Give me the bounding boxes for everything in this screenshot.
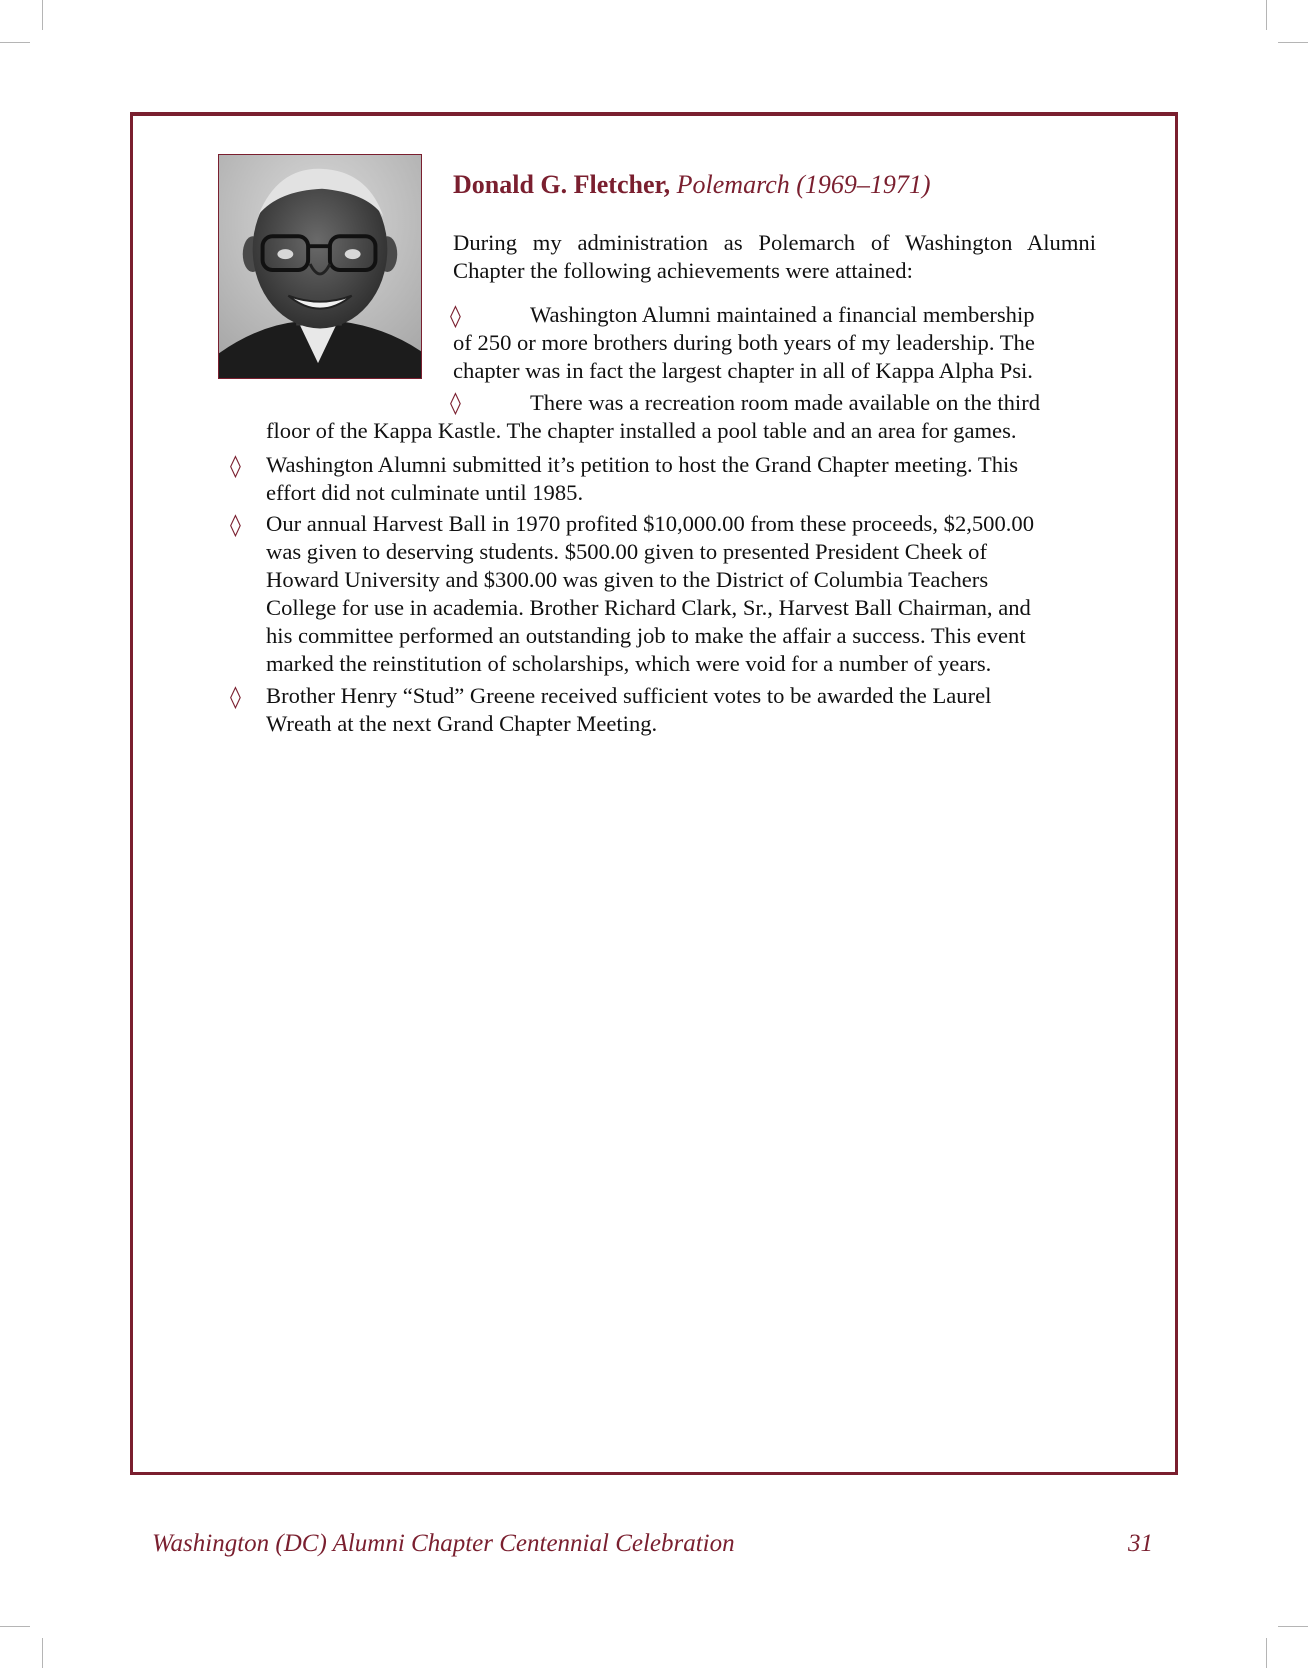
list-item-line: effort did not culminate until 1985. [266, 480, 584, 505]
page-number: 31 [1128, 1530, 1153, 1557]
list-item-line: his committee performed an outstanding job to make the affair a success. This event [266, 623, 1026, 648]
bullet-diamond-icon: ◊ [450, 391, 461, 416]
crop-mark [1278, 42, 1308, 43]
list-item-line: chapter was in fact the largest chapter in all of Kappa Alpha Psi. [453, 358, 1033, 383]
crop-mark [0, 1626, 30, 1627]
person-name: Donald G. Fletcher, [453, 170, 671, 199]
bullet-diamond-icon: ◊ [230, 685, 241, 710]
footer-title: Washington (DC) Alumni Chapter Centennial Celebration [152, 1530, 735, 1557]
crop-mark [42, 1638, 43, 1668]
list-item-line: College for use in academia. Brother Richard Clark, Sr., Harvest Ball Chairman, and [266, 595, 1031, 620]
crop-mark [42, 0, 43, 30]
bullet-diamond-icon: ◊ [450, 304, 461, 329]
crop-mark [0, 42, 30, 43]
intro-line: During my administration as Polemarch of Washington Alumni [453, 230, 1096, 255]
portrait-photo [218, 154, 422, 379]
list-item-line: was given to deserving students. $500.00 given to presented President Cheek of [266, 539, 987, 564]
list-item-line: marked the reinstitution of scholarships, which were void for a number of years. [266, 651, 992, 676]
list-item-line: Brother Henry “Stud” Greene received sufficient votes to be awarded the Laurel [266, 683, 992, 708]
crop-mark [1266, 1638, 1267, 1668]
list-item-line: Our annual Harvest Ball in 1970 profited $10,000.00 from these proceeds, $2,500.00 [266, 511, 1035, 536]
list-item-line: Wreath at the next Grand Chapter Meeting. [266, 711, 658, 736]
person-role: Polemarch (1969–1971) [676, 170, 931, 199]
list-item-line: of 250 or more brothers during both years of my leadership. The [453, 330, 1035, 355]
crop-mark [1266, 0, 1267, 30]
bullet-diamond-icon: ◊ [230, 513, 241, 538]
list-item-line: Washington Alumni submitted it’s petition to host the Grand Chapter meeting. This [266, 452, 1019, 477]
list-item-line: Howard University and $300.00 was given to the District of Columbia Teachers [266, 567, 989, 592]
list-item-line: floor of the Kappa Kastle. The chapter installed a pool table and an area for games. [266, 418, 1017, 443]
bullet-diamond-icon: ◊ [230, 454, 241, 479]
crop-mark [1278, 1626, 1308, 1627]
biography-heading [453, 168, 931, 202]
list-item-line: Washington Alumni maintained a financial membership [530, 302, 1035, 327]
intro-line: Chapter the following achievements were attained: [453, 258, 913, 283]
list-item-line: There was a recreation room made available on the third [530, 390, 1041, 415]
